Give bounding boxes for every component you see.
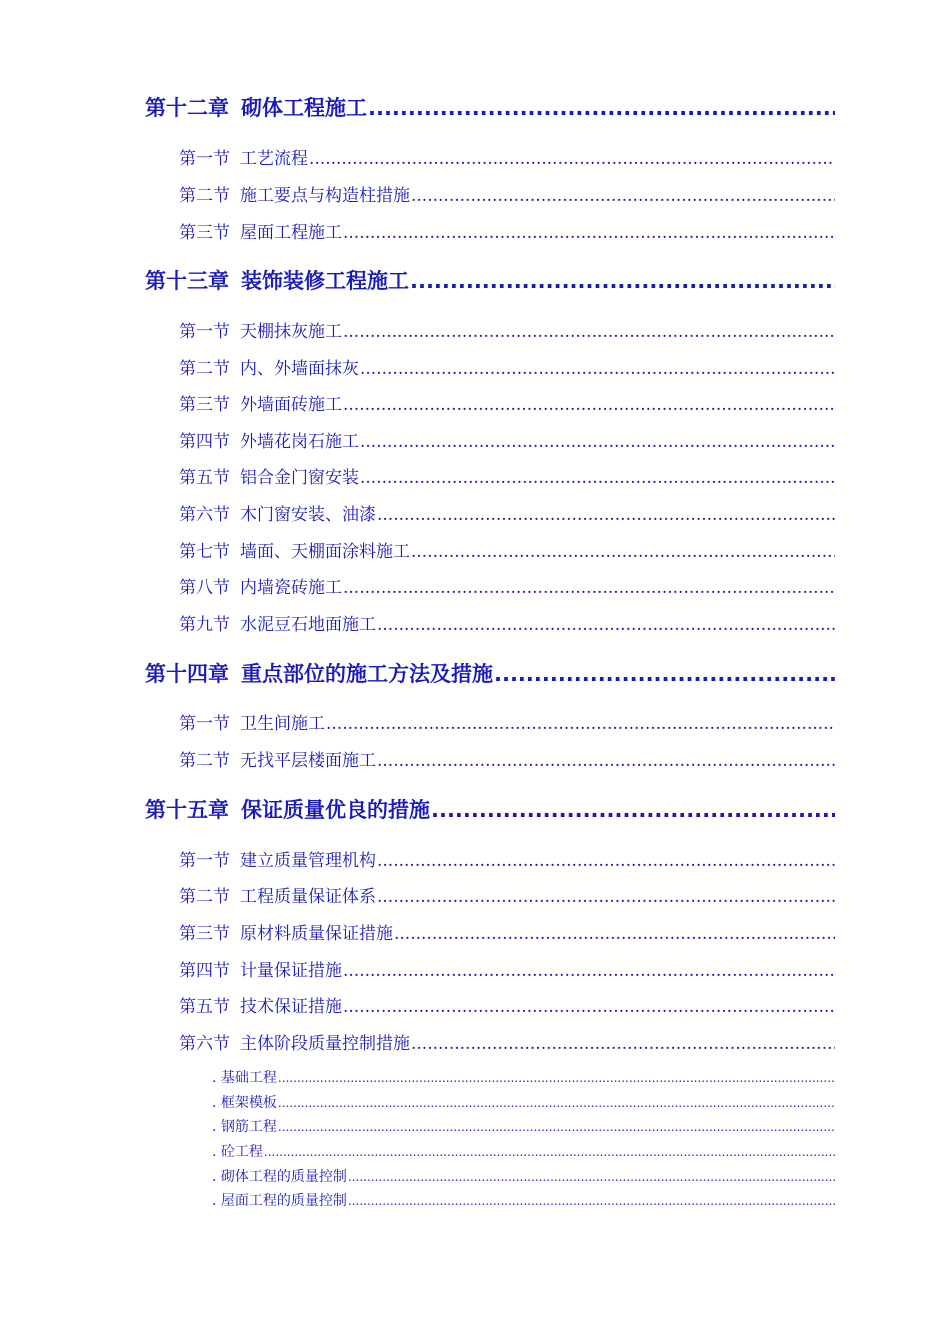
dot-leader: [264, 1144, 835, 1160]
section-title: 木门窗安装、油漆: [240, 505, 376, 525]
section-title: 主体阶段质量控制措施: [240, 1034, 410, 1054]
dot-leader: [360, 432, 835, 452]
dot-leader: [278, 1119, 835, 1135]
toc-subitem[interactable]: [212, 1190, 835, 1210]
section-label: 第四节: [179, 432, 230, 452]
chapter-label: 第十五章: [145, 798, 229, 822]
section-title: 内、外墙面抹灰: [240, 359, 359, 379]
dot-leader: [343, 395, 835, 415]
section-title: 屋面工程施工: [240, 223, 342, 243]
toc-subitem[interactable]: [212, 1141, 835, 1161]
toc-section[interactable]: [179, 144, 835, 169]
toc-section[interactable]: [179, 317, 835, 342]
section-title: 原材料质量保证措施: [240, 924, 393, 944]
section-title: 铝合金门窗安装: [240, 468, 359, 488]
chapter-label: 第十三章: [145, 269, 229, 293]
toc-section[interactable]: [179, 992, 835, 1017]
section-title: 技术保证措施: [240, 997, 342, 1017]
dot-leader: [377, 851, 835, 871]
section-label: 第九节: [179, 615, 230, 635]
section-title: 外墙花岗石施工: [240, 432, 359, 452]
toc-section[interactable]: [179, 390, 835, 415]
section-label: 第二节: [179, 359, 230, 379]
section-label: 第三节: [179, 395, 230, 415]
dot-leader: [377, 615, 835, 635]
toc-section[interactable]: [179, 537, 835, 562]
toc-section[interactable]: [179, 354, 835, 379]
dot-leader: [309, 149, 835, 169]
toc-section[interactable]: [179, 218, 835, 243]
chapter-title: 保证质量优良的措施: [241, 798, 430, 822]
toc-section[interactable]: [179, 1029, 835, 1054]
dot-leader: [394, 924, 835, 944]
subitem-title: . 砼工程: [212, 1144, 263, 1160]
toc-section[interactable]: [179, 846, 835, 871]
dot-leader: [278, 1095, 835, 1111]
toc-subitem[interactable]: [212, 1116, 835, 1136]
section-label: 第六节: [179, 1034, 230, 1054]
dot-leader: [343, 997, 835, 1017]
toc-chapter-13[interactable]: [145, 265, 835, 295]
section-label: 第一节: [179, 714, 230, 734]
dot-leader: [360, 359, 835, 379]
dot-leader: [377, 505, 835, 525]
toc-section[interactable]: [179, 573, 835, 598]
section-label: 第二节: [179, 186, 230, 206]
toc-section[interactable]: [179, 427, 835, 452]
dot-leader: [326, 714, 835, 734]
section-title: 工艺流程: [240, 149, 308, 169]
section-title: 天棚抹灰施工: [240, 322, 342, 342]
dot-leader: [343, 322, 835, 342]
section-label: 第八节: [179, 578, 230, 598]
dot-leader: [348, 1193, 835, 1209]
subitem-title: . 屋面工程的质量控制: [212, 1193, 347, 1209]
subitem-title: . 基础工程: [212, 1070, 277, 1086]
toc-chapter-14[interactable]: [145, 658, 835, 688]
section-title: 墙面、天棚面涂料施工: [240, 542, 410, 562]
dot-leader: [410, 269, 835, 293]
chapter-title: 砌体工程施工: [241, 96, 367, 120]
dot-leader: [278, 1070, 835, 1086]
section-title: 计量保证措施: [240, 961, 342, 981]
section-label: 第七节: [179, 542, 230, 562]
dot-leader: [377, 751, 835, 771]
toc-section[interactable]: [179, 500, 835, 525]
section-label: 第五节: [179, 468, 230, 488]
dot-leader: [411, 542, 835, 562]
section-label: 第一节: [179, 149, 230, 169]
toc-section[interactable]: [179, 956, 835, 981]
toc-subitem[interactable]: [212, 1092, 835, 1112]
section-label: 第一节: [179, 322, 230, 342]
toc-subitem[interactable]: [212, 1067, 835, 1087]
subitem-title: . 框架模板: [212, 1095, 277, 1111]
section-label: 第二节: [179, 887, 230, 907]
toc-chapter-15[interactable]: [145, 794, 835, 824]
dot-leader: [343, 961, 835, 981]
toc-section[interactable]: [179, 181, 835, 206]
toc-section[interactable]: [179, 882, 835, 907]
toc-subitem[interactable]: [212, 1166, 835, 1186]
dot-leader: [343, 578, 835, 598]
toc-section[interactable]: [179, 919, 835, 944]
dot-leader: [431, 798, 835, 822]
dot-leader: [343, 223, 835, 243]
toc-section[interactable]: [179, 746, 835, 771]
section-label: 第一节: [179, 851, 230, 871]
chapter-title: 重点部位的施工方法及措施: [241, 662, 493, 686]
section-title: 工程质量保证体系: [240, 887, 376, 907]
section-title: 无找平层楼面施工: [240, 751, 376, 771]
subitem-title: . 砌体工程的质量控制: [212, 1169, 347, 1185]
dot-leader: [348, 1169, 835, 1185]
toc-chapter-12[interactable]: [145, 92, 835, 122]
dot-leader: [494, 662, 835, 686]
dot-leader: [368, 96, 835, 120]
section-title: 卫生间施工: [240, 714, 325, 734]
dot-leader: [360, 468, 835, 488]
toc-section[interactable]: [179, 463, 835, 488]
dot-leader: [411, 1034, 835, 1054]
section-label: 第四节: [179, 961, 230, 981]
section-title: 水泥豆石地面施工: [240, 615, 376, 635]
section-title: 外墙面砖施工: [240, 395, 342, 415]
section-title: 内墙瓷砖施工: [240, 578, 342, 598]
toc-section[interactable]: [179, 709, 835, 734]
section-title: 建立质量管理机构: [240, 851, 376, 871]
section-label: 第三节: [179, 924, 230, 944]
chapter-title: 装饰装修工程施工: [241, 269, 409, 293]
section-label: 第六节: [179, 505, 230, 525]
chapter-label: 第十二章: [145, 96, 229, 120]
subitem-title: . 钢筋工程: [212, 1119, 277, 1135]
section-title: 施工要点与构造柱措施: [240, 186, 410, 206]
chapter-label: 第十四章: [145, 662, 229, 686]
section-label: 第二节: [179, 751, 230, 771]
section-label: 第三节: [179, 223, 230, 243]
section-label: 第五节: [179, 997, 230, 1017]
dot-leader: [377, 887, 835, 907]
toc-section[interactable]: [179, 610, 835, 635]
dot-leader: [411, 186, 835, 206]
